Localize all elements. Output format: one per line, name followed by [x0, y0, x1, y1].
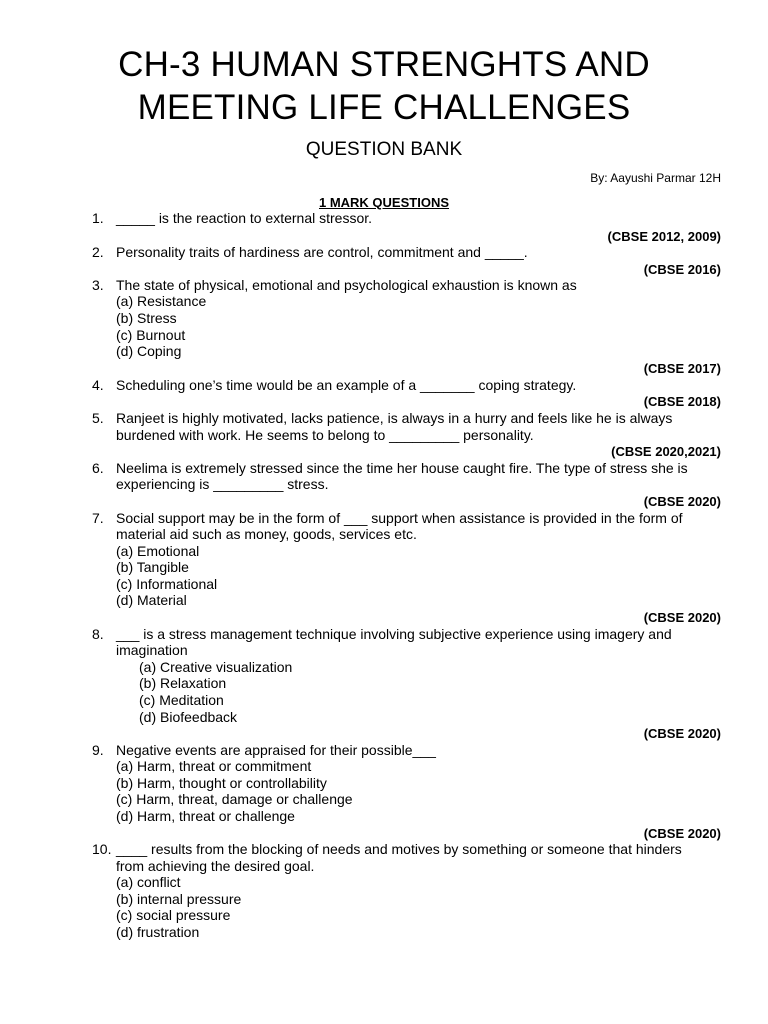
question-source: (CBSE 2018) [643, 394, 721, 409]
question-number: 1. [92, 210, 104, 226]
page-title-line-1: CH-3 HUMAN STRENGHTS AND [118, 45, 650, 84]
question-number: 7. [92, 510, 104, 526]
question-source: (CBSE 2020) [643, 826, 721, 841]
answer-option: (b) Harm, thought or controllability [116, 775, 327, 791]
question-number: 2. [92, 244, 104, 260]
answer-option: (a) Harm, threat or commitment [116, 758, 312, 774]
question-number: 3. [92, 277, 104, 293]
question-text: from achieving the desired goal. [116, 858, 315, 874]
answer-option: (b) Stress [116, 310, 177, 326]
question-text: Personality traits of hardiness are control, commitment and _____. [116, 244, 528, 260]
question-number: 4. [92, 377, 104, 393]
question-source: (CBSE 2020,2021) [611, 444, 721, 459]
answer-option: (d) Biofeedback [139, 709, 238, 725]
answer-option: (d) Harm, threat or challenge [116, 808, 295, 824]
question-source: (CBSE 2020) [643, 494, 721, 509]
page-title-line-2: MEETING LIFE CHALLENGES [137, 88, 631, 127]
answer-option: (d) frustration [116, 924, 200, 940]
question-source: (CBSE 2020) [643, 610, 721, 625]
question-text: The state of physical, emotional and psychological exhaustion is known as [116, 277, 577, 293]
answer-option: (b) internal pressure [116, 891, 242, 907]
answer-option: (b) Relaxation [139, 675, 227, 691]
question-text: material aid such as money, goods, services etc. [116, 526, 417, 542]
question-number: 10. [92, 841, 112, 857]
answer-option: (a) Emotional [116, 543, 200, 559]
answer-option: (c) social pressure [116, 907, 231, 923]
answer-option: (a) Creative visualization [139, 659, 293, 675]
question-source: (CBSE 2012, 2009) [607, 229, 721, 244]
answer-option: (c) Informational [116, 576, 218, 592]
answer-option: (c) Burnout [116, 327, 186, 343]
answer-option: (c) Meditation [139, 692, 224, 708]
question-number: 8. [92, 626, 104, 642]
question-source: (CBSE 2020) [643, 726, 721, 741]
question-text: Neelima is extremely stressed since the time her house caught fire. The type of stress she is [116, 460, 688, 476]
answer-option: (a) Resistance [116, 293, 207, 309]
page-subtitle: QUESTION BANK [305, 139, 463, 160]
question-text: experiencing is _________ stress. [116, 476, 329, 492]
answer-option: (d) Coping [116, 343, 182, 359]
answer-option: (a) conflict [116, 874, 181, 890]
question-text: imagination [116, 642, 188, 658]
question-text: ___ is a stress management technique involving subjective experience using imagery and [116, 626, 672, 642]
section-heading: 1 MARK QUESTIONS [318, 195, 449, 210]
question-text: _____ is the reaction to external stressor. [116, 210, 373, 226]
question-text: Scheduling one’s time would be an example of a _______ coping strategy. [116, 377, 577, 393]
question-text: Ranjeet is highly motivated, lacks patience, is always in a hurry and feels like he is always [116, 410, 673, 426]
question-text: Negative events are appraised for their possible___ [116, 742, 436, 758]
question-text: ____ results from the blocking of needs and motives by something or someone that hinders [116, 841, 682, 857]
question-source: (CBSE 2016) [643, 262, 721, 277]
question-number: 9. [92, 742, 104, 758]
answer-option: (c) Harm, threat, damage or challenge [116, 791, 353, 807]
author-byline: By: Aayushi Parmar 12H [590, 171, 721, 185]
question-number: 6. [92, 460, 104, 476]
question-text: burdened with work. He seems to belong to _________ personality. [116, 427, 534, 443]
question-source: (CBSE 2017) [643, 361, 721, 376]
question-number: 5. [92, 410, 104, 426]
question-text: Social support may be in the form of ___ support when assistance is provided in the form of [116, 510, 683, 526]
answer-option: (b) Tangible [116, 559, 189, 575]
answer-option: (d) Material [116, 592, 187, 608]
